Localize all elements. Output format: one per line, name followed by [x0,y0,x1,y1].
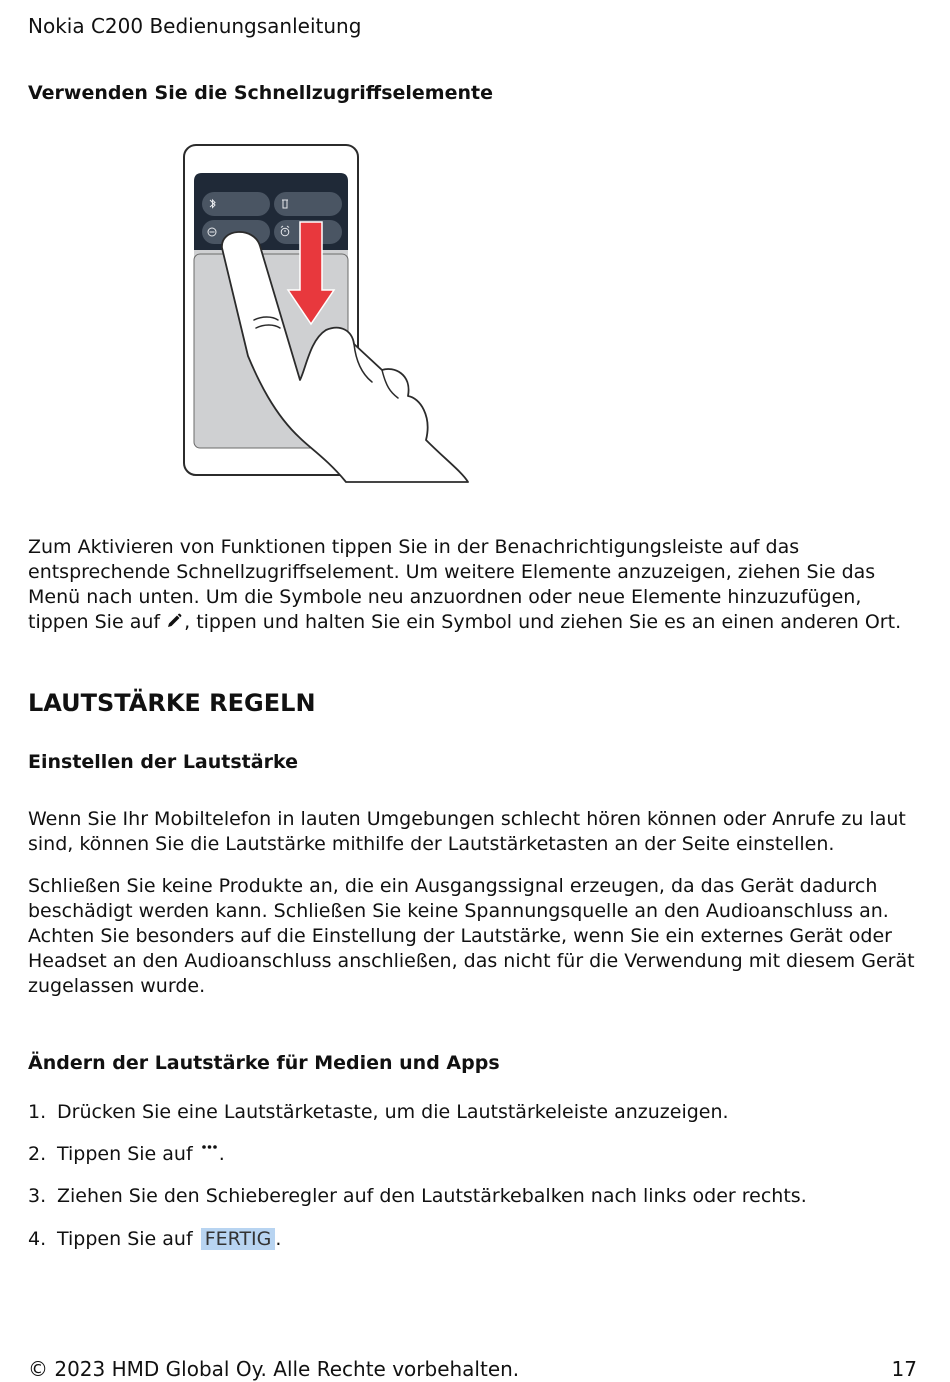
ui-label-fertig: FERTIG [201,1228,276,1250]
subheading-adjust-volume: Einstellen der Lautstärke [28,751,298,773]
step-text: Ziehen Sie den Schieberegler auf den Lautstärkebalken nach links oder rechts. [57,1185,807,1207]
footer-copyright: © 2023 HMD Global Oy. Alle Rechte vorbehalten. [28,1357,520,1381]
document-header: Nokia C200 Bedienungsanleitung [28,14,362,38]
tile-flashlight [274,192,342,216]
volume-paragraph-1: Wenn Sie Ihr Mobiltelefon in lauten Umgebungen schlecht hören können oder Anrufe zu laut sind, können Sie die Lautstärke mithilfe der Lautstärketasten an der Seite einstellen. [28,808,906,855]
list-item [28,1099,729,1125]
pencil-icon [166,613,182,629]
step-number: 2. [28,1143,47,1165]
step-text: Tippen Sie auf [57,1143,199,1165]
volume-paragraph-2: Schließen Sie keine Produkte an, die ein Ausgangssignal erzeugen, da das Gerät dadurch beschädigt werden kann. Schließen Sie keine Spannungsquelle an den Audioanschluss an. Achten Sie besonders auf die Einstellung der Lautstärke, wenn Sie ein externes Gerät oder Headset an den Audioanschluss anschließen, das nicht für die Verwendung mit diesem Gerät zugelassen wurde. [28,875,915,997]
step-suffix: . [275,1228,282,1250]
list-item [28,1141,225,1167]
page-number: 17 [891,1357,917,1381]
step-number: 4. [28,1228,47,1250]
list-item [28,1183,807,1209]
quick-access-paragraph [28,535,918,635]
list-item [28,1226,281,1252]
section-title-volume: LAUTSTÄRKE REGELN [28,689,316,717]
subheading-quick-access: Verwenden Sie die Schnellzugriffselemente [28,82,493,104]
step-number: 1. [28,1101,47,1123]
step-text: Tippen Sie auf [57,1228,199,1250]
step-number: 3. [28,1185,47,1207]
swipe-down-illustration [150,130,490,500]
quick-access-text: Zum Aktivieren von Funktionen tippen Sie in der Benachrichtigungsleiste auf das entsprechende Schnellzugriffselement. Um weitere Elemente anzuzeigen, ziehen Sie das Menü nach unten. Um die Symbole neu anzuordnen oder neue Elemente hinzuzufügen, tippen Sie auf [28,536,876,633]
step-suffix: . [218,1143,225,1165]
subheading-media-volume: Ändern der Lautstärke für Medien und Apps [28,1052,500,1074]
quick-access-text-continued: , tippen und halten Sie ein Symbol und ziehen Sie es an einen anderen Ort. [184,611,902,633]
step-text: Drücken Sie eine Lautstärketaste, um die Lautstärkeleiste anzuzeigen. [57,1101,729,1123]
more-icon [199,1142,219,1156]
